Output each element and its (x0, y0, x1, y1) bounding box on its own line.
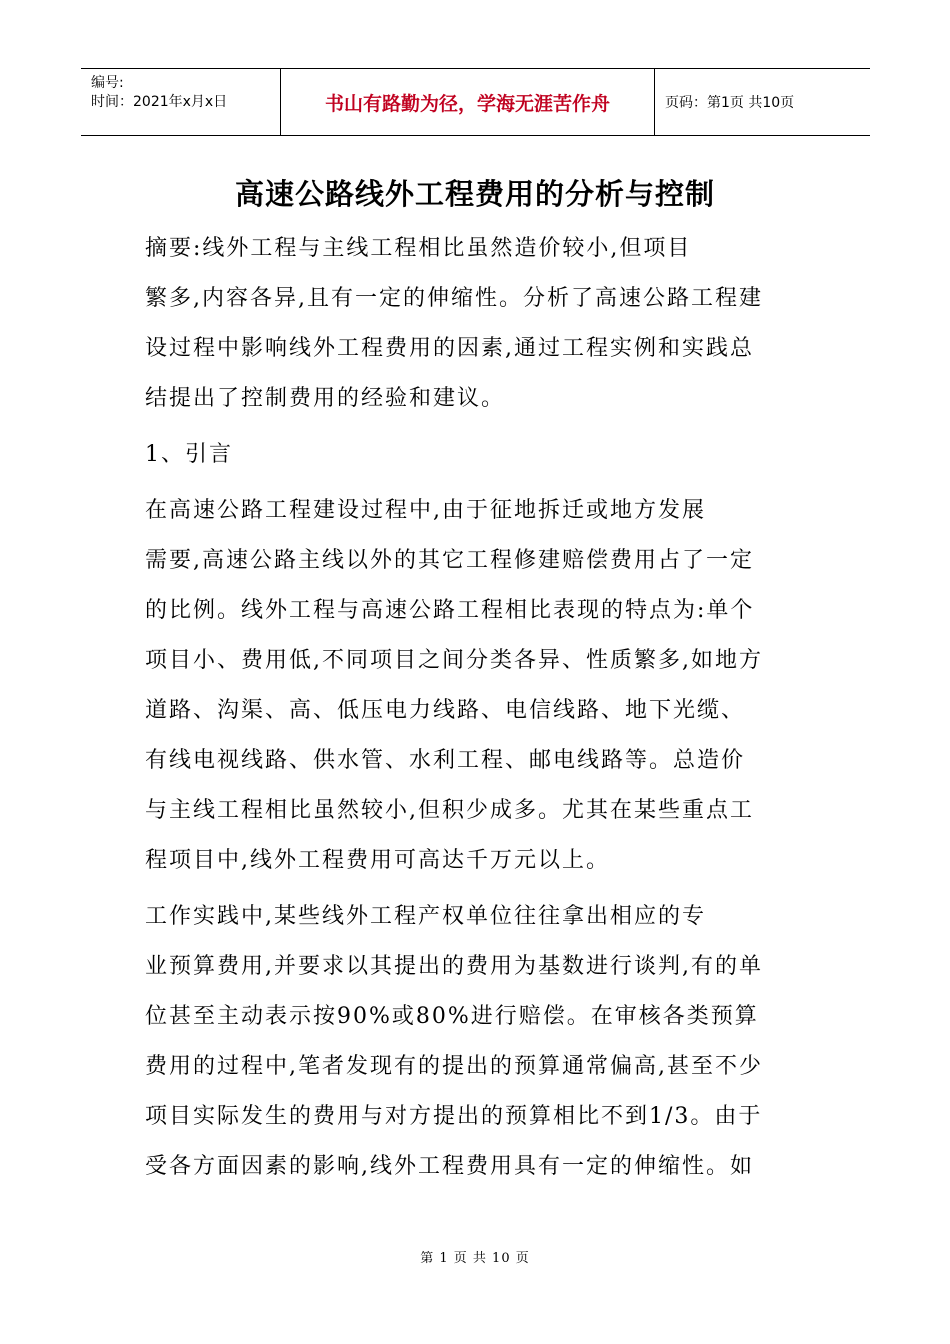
body-line: 工作实践中,某些线外工程产权单位往往拿出相应的专 (145, 904, 706, 929)
document-number-label: 编号: (91, 75, 124, 91)
section-heading: 1、引言 (145, 442, 233, 467)
body-line: 项目实际发生的费用与对方提出的预算相比不到1/3。由于 (145, 1104, 763, 1129)
header-motto: 书山有路勤为径，学海无涯苦作舟 (324, 92, 610, 115)
body-line: 道路、沟渠、高、低压电力线路、电信线路、地下光缆、 (145, 698, 746, 723)
header-motto-cell (281, 69, 655, 135)
document-body (145, 224, 805, 1192)
body-line: 需要,高速公路主线以外的其它工程修建赔偿费用占了一定 (145, 548, 754, 573)
body-line: 结提出了控制费用的经验和建议。 (145, 386, 506, 411)
body-line: 业预算费用,并要求以其提出的费用为基数进行谈判,有的单 (145, 954, 763, 979)
body-line: 摘要:线外工程与主线工程相比虽然造价较小,但项目 (145, 236, 692, 261)
header-page-cell (655, 69, 870, 135)
document-time-label: 时间：2021年x月x日 (91, 94, 228, 110)
body-line: 位甚至主动表示按90%或80%进行赔偿。在审核各类预算 (145, 1004, 759, 1029)
header-page-info: 页码：第1页 共10页 (665, 95, 795, 111)
body-line: 费用的过程中,笔者发现有的提出的预算通常偏高,甚至不少 (145, 1054, 763, 1079)
body-line: 在高速公路工程建设过程中,由于征地拆迁或地方发展 (145, 498, 706, 523)
body-line: 项目小、费用低,不同项目之间分类各异、性质繁多,如地方 (145, 648, 763, 673)
body-line: 的比例。线外工程与高速公路工程相比表现的特点为:单个 (145, 598, 755, 623)
body-line: 受各方面因素的影响,线外工程费用具有一定的伸缩性。如 (145, 1154, 754, 1179)
body-line: 有线电视线路、供水管、水利工程、邮电线路等。总造价 (145, 748, 746, 773)
body-line: 程项目中,线外工程费用可高达千万元以上。 (145, 848, 610, 873)
body-line: 设过程中影响线外工程费用的因素,通过工程实例和实践总 (145, 336, 754, 361)
body-line: 与主线工程相比虽然较小,但积少成多。尤其在某些重点工 (145, 798, 754, 823)
body-line: 繁多,内容各异,且有一定的伸缩性。分析了高速公路工程建 (145, 286, 763, 311)
document-title: 高速公路线外工程费用的分析与控制 (234, 177, 715, 211)
header-meta-cell (81, 69, 281, 135)
header-table (81, 68, 870, 136)
page-footer: 第 1 页 共 10 页 (420, 1251, 530, 1266)
